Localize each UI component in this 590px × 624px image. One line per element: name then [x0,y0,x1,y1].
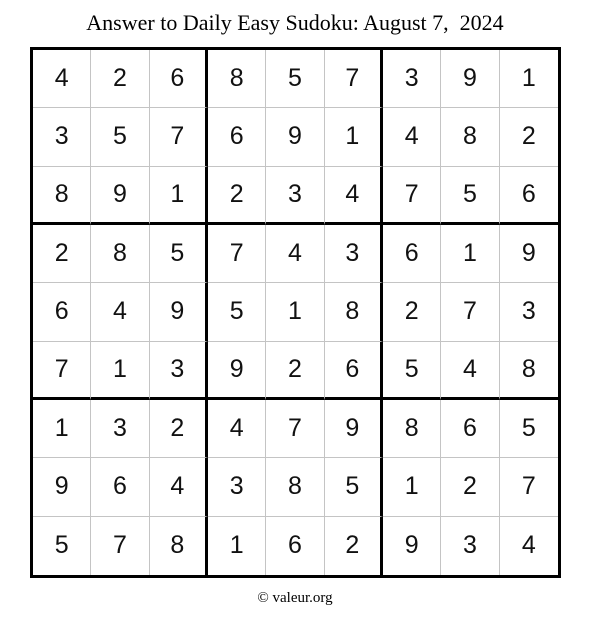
page-title: Answer to Daily Easy Sudoku: August 7, 2024 [86,10,504,35]
sudoku-cell-r6-c6[interactable]: 6 [325,342,383,400]
sudoku-cell-r2-c9[interactable]: 2 [500,108,558,166]
sudoku-cell-r8-c2[interactable]: 6 [91,458,149,516]
sudoku-cell-r3-c3[interactable]: 1 [150,167,208,225]
sudoku-cell-r5-c6[interactable]: 8 [325,283,383,341]
sudoku-cell-r5-c1[interactable]: 6 [33,283,91,341]
sudoku-cell-r7-c3[interactable]: 2 [150,400,208,458]
sudoku-cell-r8-c3[interactable]: 4 [150,458,208,516]
sudoku-cell-r9-c7[interactable]: 9 [383,517,441,575]
sudoku-cell-r7-c4[interactable]: 4 [208,400,266,458]
sudoku-cell-r3-c8[interactable]: 5 [441,167,499,225]
sudoku-cell-r9-c3[interactable]: 8 [150,517,208,575]
sudoku-cell-r5-c2[interactable]: 4 [91,283,149,341]
sudoku-cell-r4-c5[interactable]: 4 [266,225,324,283]
sudoku-cell-r5-c4[interactable]: 5 [208,283,266,341]
sudoku-cell-r9-c2[interactable]: 7 [91,517,149,575]
sudoku-cell-r2-c1[interactable]: 3 [33,108,91,166]
sudoku-cell-r1-c7[interactable]: 3 [383,50,441,108]
sudoku-cell-r6-c3[interactable]: 3 [150,342,208,400]
sudoku-cell-r9-c1[interactable]: 5 [33,517,91,575]
sudoku-cell-r5-c3[interactable]: 9 [150,283,208,341]
sudoku-cell-r4-c7[interactable]: 6 [383,225,441,283]
sudoku-cell-r4-c4[interactable]: 7 [208,225,266,283]
sudoku-cell-r5-c7[interactable]: 2 [383,283,441,341]
sudoku-cell-r4-c1[interactable]: 2 [33,225,91,283]
sudoku-cell-r7-c6[interactable]: 9 [325,400,383,458]
sudoku-cell-r7-c9[interactable]: 5 [500,400,558,458]
sudoku-cell-r6-c4[interactable]: 9 [208,342,266,400]
sudoku-cell-r2-c6[interactable]: 1 [325,108,383,166]
sudoku-cell-r1-c8[interactable]: 9 [441,50,499,108]
sudoku-cell-r3-c9[interactable]: 6 [500,167,558,225]
sudoku-cell-r3-c6[interactable]: 4 [325,167,383,225]
sudoku-cell-r1-c1[interactable]: 4 [33,50,91,108]
sudoku-cell-r8-c4[interactable]: 3 [208,458,266,516]
sudoku-cell-r4-c3[interactable]: 5 [150,225,208,283]
sudoku-cell-r5-c8[interactable]: 7 [441,283,499,341]
sudoku-cell-r7-c5[interactable]: 7 [266,400,324,458]
sudoku-cell-r7-c1[interactable]: 1 [33,400,91,458]
sudoku-cell-r6-c5[interactable]: 2 [266,342,324,400]
sudoku-cell-r1-c4[interactable]: 8 [208,50,266,108]
sudoku-cell-r4-c6[interactable]: 3 [325,225,383,283]
sudoku-cell-r4-c8[interactable]: 1 [441,225,499,283]
sudoku-cell-r8-c6[interactable]: 5 [325,458,383,516]
sudoku-cell-r4-c2[interactable]: 8 [91,225,149,283]
sudoku-cell-r9-c4[interactable]: 1 [208,517,266,575]
sudoku-cell-r9-c9[interactable]: 4 [521,531,536,560]
sudoku-board [30,47,561,578]
sudoku-cell-r3-c5[interactable]: 3 [266,167,324,225]
sudoku-cell-r1-c6[interactable]: 7 [325,50,383,108]
sudoku-cell-r2-c4[interactable]: 6 [208,108,266,166]
sudoku-cell-r2-c3[interactable]: 7 [150,108,208,166]
sudoku-cell-r6-c2[interactable]: 1 [91,342,149,400]
sudoku-cell-r1-c9[interactable]: 1 [500,50,558,108]
sudoku-cell-r7-c7[interactable]: 8 [383,400,441,458]
sudoku-cell-r5-c9[interactable]: 3 [500,283,558,341]
sudoku-cell-r3-c1[interactable]: 8 [33,167,91,225]
sudoku-cell-r2-c2[interactable]: 5 [91,108,149,166]
sudoku-cell-r6-c8[interactable]: 4 [441,342,499,400]
sudoku-cell-r8-c7[interactable]: 1 [383,458,441,516]
sudoku-cell-r8-c9[interactable]: 7 [500,458,558,516]
sudoku-cell-r3-c2[interactable]: 9 [91,167,149,225]
sudoku-cell-r9-c5[interactable]: 6 [266,517,324,575]
sudoku-cell-r9-c8[interactable]: 3 [441,517,499,575]
sudoku-cell-r3-c4[interactable]: 2 [208,167,266,225]
sudoku-cell-r7-c2[interactable]: 3 [91,400,149,458]
sudoku-cell-r6-c9[interactable]: 8 [500,342,558,400]
sudoku-cell-r9-c6[interactable]: 2 [325,517,383,575]
sudoku-cell-r2-c5[interactable]: 9 [266,108,324,166]
sudoku-cell-r2-c7[interactable]: 4 [383,108,441,166]
sudoku-cell-r8-c1[interactable]: 9 [33,458,91,516]
sudoku-cell-r1-c3[interactable]: 6 [150,50,208,108]
sudoku-cell-r6-c1[interactable]: 7 [33,342,91,400]
sudoku-cell-r6-c7[interactable]: 5 [383,342,441,400]
sudoku-cell-r1-c5[interactable]: 5 [266,50,324,108]
sudoku-cell-r7-c8[interactable]: 6 [441,400,499,458]
sudoku-cell-r3-c7[interactable]: 7 [383,167,441,225]
sudoku-cell-r5-c5[interactable]: 1 [266,283,324,341]
copyright-footer: © valeur.org [257,590,333,606]
sudoku-cell-r8-c8[interactable]: 2 [441,458,499,516]
sudoku-cell-r8-c5[interactable]: 8 [266,458,324,516]
sudoku-cell-r2-c8[interactable]: 8 [441,108,499,166]
sudoku-cell-r4-c9[interactable]: 9 [500,225,558,283]
sudoku-cell-r1-c2[interactable]: 2 [91,50,149,108]
